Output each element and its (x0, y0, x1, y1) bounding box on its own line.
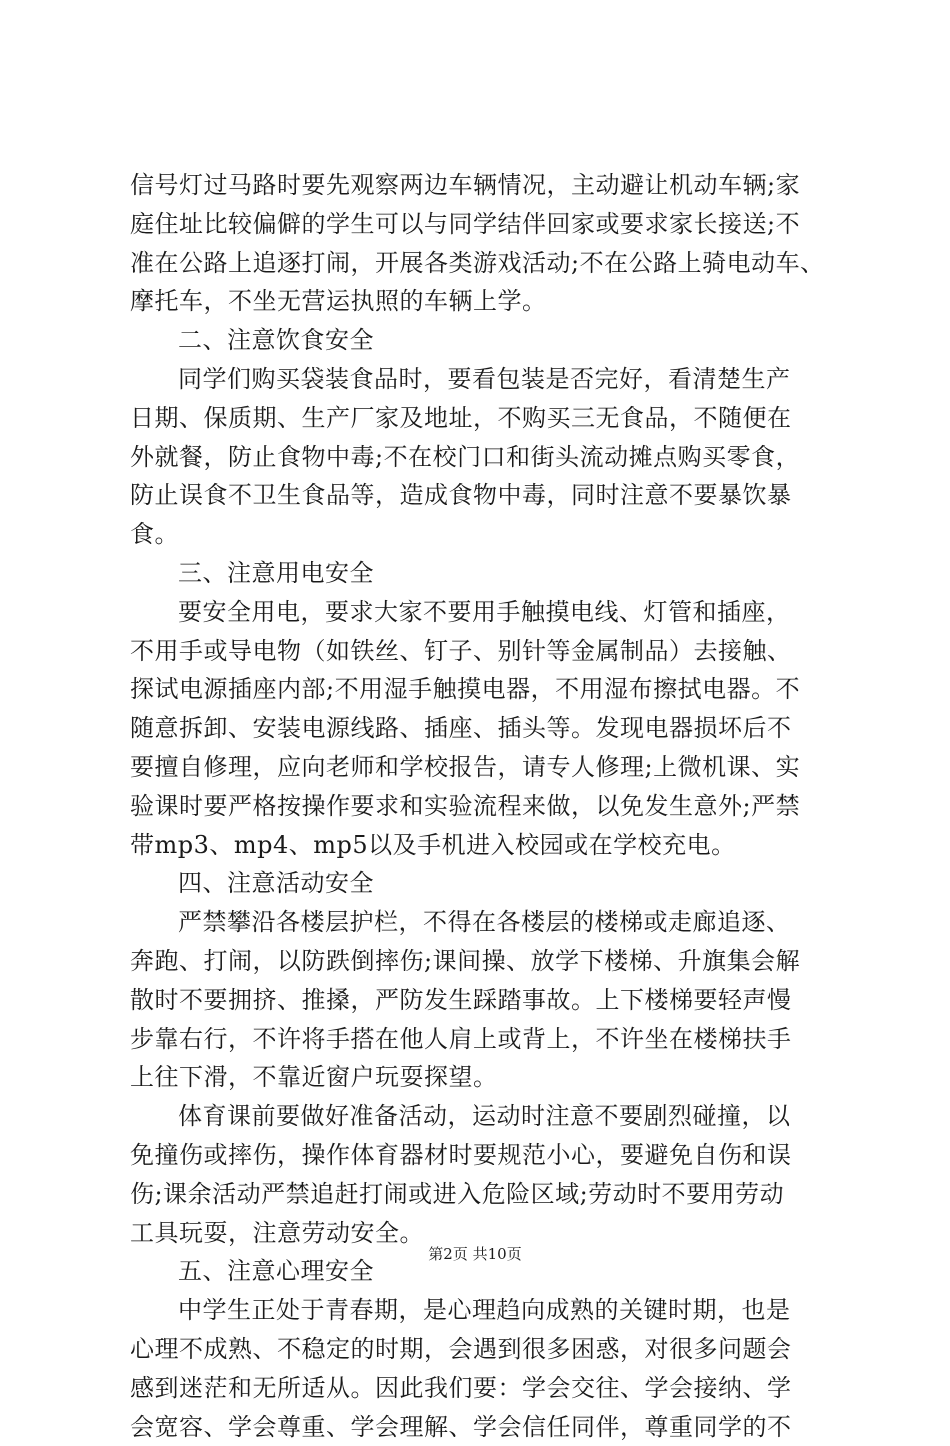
text-line: 验课时要严格按操作要求和实验流程来做，以免发生意外;严禁 (130, 787, 830, 826)
text-line: 步靠右行，不许将手搭在他人肩上或背上，不许坐在楼梯扶手 (130, 1020, 830, 1059)
text-line: 带mp3、mp4、mp5以及手机进入校园或在学校充电。 (130, 826, 830, 865)
text-line: 庭住址比较偏僻的学生可以与同学结伴回家或要求家长接送;不 (130, 205, 830, 244)
text-line: 三、注意用电安全 (130, 554, 830, 593)
text-line: 不用手或导电物（如铁丝、钉子、别针等金属制品）去接触、 (130, 632, 830, 671)
text-line: 信号灯过马路时要先观察两边车辆情况，主动避让机动车辆;家 (130, 166, 830, 205)
text-line: 探试电源插座内部;不用湿手触摸电器，不用湿布擦拭电器。不 (130, 670, 830, 709)
text-line: 二、注意饮食安全 (130, 321, 830, 360)
text-line: 同学们购买袋装食品时，要看包装是否完好，看清楚生产 (130, 360, 830, 399)
text-line: 日期、保质期、生产厂家及地址，不购买三无食品，不随便在 (130, 399, 830, 438)
text-line: 会宽容、学会尊重、学会理解、学会信任同伴，尊重同学的不 (130, 1408, 830, 1446)
text-line: 五、注意心理安全 (130, 1252, 830, 1291)
text-line: 上往下滑，不靠近窗户玩耍探望。 (130, 1058, 830, 1097)
text-line: 要安全用电，要求大家不要用手触摸电线、灯管和插座， (130, 593, 830, 632)
text-line: 免撞伤或摔伤，操作体育器材时要规范小心，要避免自伤和误 (130, 1136, 830, 1175)
text-line: 感到迷茫和无所适从。因此我们要：学会交往、学会接纳、学 (130, 1369, 830, 1408)
text-line: 体育课前要做好准备活动，运动时注意不要剧烈碰撞，以 (130, 1097, 830, 1136)
text-line: 防止误食不卫生食品等，造成食物中毒，同时注意不要暴饮暴 (130, 476, 830, 515)
text-line: 食。 (130, 515, 830, 554)
text-line: 随意拆卸、安装电源线路、插座、插头等。发现电器损坏后不 (130, 709, 830, 748)
text-line: 要擅自修理，应向老师和学校报告，请专人修理;上微机课、实 (130, 748, 830, 787)
text-line: 工具玩耍，注意劳动安全。 (130, 1214, 830, 1253)
text-line: 伤;课余活动严禁追赶打闹或进入危险区域;劳动时不要用劳动 (130, 1175, 830, 1214)
page-number-label: 第2页 共10页 (428, 1245, 521, 1263)
text-line: 奔跑、打闹，以防跌倒摔伤;课间操、放学下楼梯、升旗集会解 (130, 942, 830, 981)
text-line: 严禁攀沿各楼层护栏，不得在各楼层的楼梯或走廊追逐、 (130, 903, 830, 942)
text-line: 外就餐，防止食物中毒;不在校门口和街头流动摊点购买零食， (130, 438, 830, 477)
page-footer (0, 1244, 950, 1264)
text-line: 摩托车，不坐无营运执照的车辆上学。 (130, 282, 830, 321)
text-line: 散时不要拥挤、推搡，严防发生踩踏事故。上下楼梯要轻声慢 (130, 981, 830, 1020)
text-line: 中学生正处于青春期，是心理趋向成熟的关键时期，也是 (130, 1291, 830, 1330)
text-line: 心理不成熟、不稳定的时期，会遇到很多困惑，对很多问题会 (130, 1330, 830, 1369)
text-line: 四、注意活动安全 (130, 864, 830, 903)
text-line: 准在公路上追逐打闹，开展各类游戏活动;不在公路上骑电动车、 (130, 244, 830, 283)
